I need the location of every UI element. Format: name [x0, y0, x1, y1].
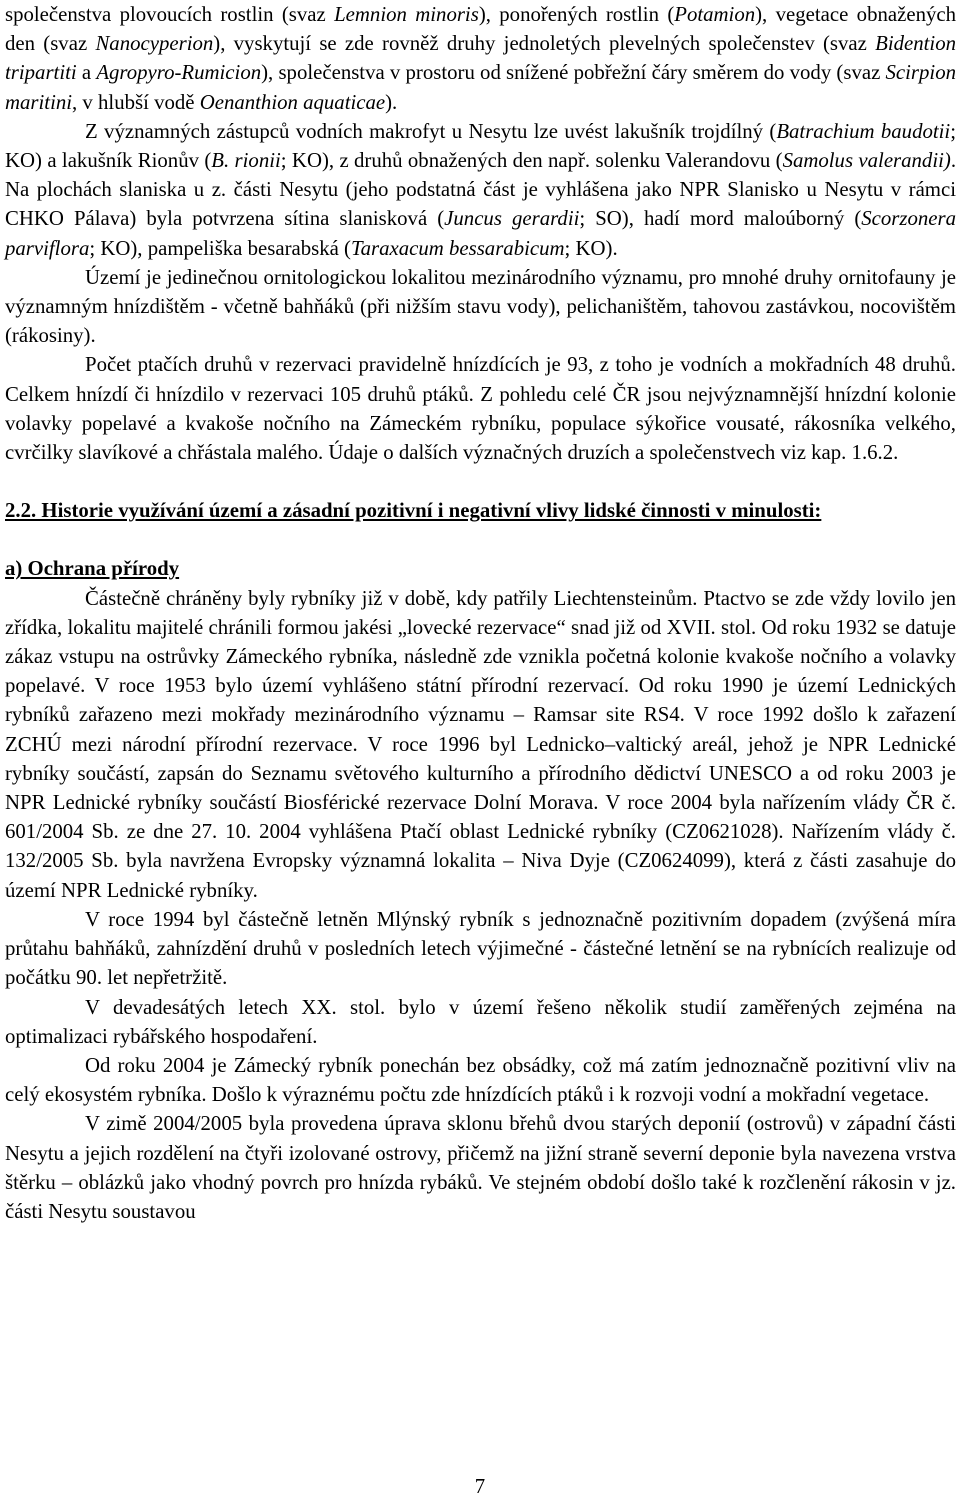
paragraph-bird-species: [5, 350, 956, 467]
italic-text-run: Juncus gerardii: [444, 207, 580, 231]
paragraph-islands: [5, 1109, 956, 1226]
text-run: a: [76, 61, 97, 85]
text-run: V zimě 2004/2005 byla provedena úprava sklonu břehů dvou starých deponií (ostrovů) v západní části Nesytu a jejich rozdělení na čtyři izolované ostrovy, přičemž na jižní straně severní deponie byla navezena vrstva štěrku – oblázků jako vhodný povrch pro hnízda rybáků. Ve stejném období došlo také k rozčlenění rákosin v jz. části Nesytu soustavou: [5, 1112, 956, 1223]
text-run: V devadesátých letech XX. stol. bylo v území řešeno několik studií zaměřených zejména na optimalizaci rybářského hospodaření.: [5, 995, 956, 1048]
text-run: Od roku 2004 je Zámecký rybník ponechán bez obsádky, což má zatím jednoznačně pozitivní vliv na celý ekosystém rybníka. Došlo k výraznému počtu zde hnízdících ptáků i k rozvoji vodní a mokřadní vegetace.: [5, 1053, 956, 1107]
paragraph-macrophytes: [5, 117, 956, 263]
subheading-text: a) Ochrana přírody: [5, 557, 180, 581]
text-run: . Na plochách slaniska u z. části Nesytu (jeho podstatná část je vyhlášena jako NPR Slanisko u Nesytu v rámci CHKO Pálava) byla potvrzena sítina slanisková (: [5, 149, 957, 231]
text-run: Počet ptačích druhů v rezervaci pravidelně hnízdících je 93, z toho je vodních a mokřadních 48 druhů. Celkem hnízdí či hnízdilo v rezervaci 105 druhů ptáků. Z pohledu celé ČR jsou nejvýznamnější hnízdní kolonie volavky popelavé a kvakoše nočního na Zámeckém rybníku, populace sýkořice vousaté, rákosníka velkého, cvrčilky slavíkové a chřástala malého. Údaje o dalších význačných druzích a společenstvech viz kap. 1.6.2.: [5, 353, 956, 465]
text-run: ; KO).: [564, 236, 618, 260]
italic-text-run: Lemnion minoris: [334, 3, 479, 26]
text-run: ; KO), pampeliška besarabská (: [89, 236, 351, 260]
italic-text-run: Scorzonera parviflora: [5, 207, 956, 260]
italic-text-run: Oenanthion aquaticae: [199, 90, 386, 114]
text-run: ), vyskytují se zde rovněž druhy jednoletých plevelných společenstev (svaz: [213, 32, 876, 56]
text-run: Částečně chráněny byly rybníky již v době, kdy patřily Liechtensteinům. Ptactvo se zde vždy lovilo jen zřídka, lokalitu majitelé chránili formou jakési „lovecké rezervace“ snad již od XVII. stol. Od roku 1932 se datuje zákaz vstupu na ostrůvky Zámeckého rybníka, následně zde vznikla početná kolonie kvakoše nočního a volavky popelavé. V roce 1953 bylo území vyhlášeno státní přírodní rezervací. Od roku 1990 je území Lednických rybníků zařazeno mezi mokřady mezinárodního významu – Ramsar site RS4. V roce 1992 došlo k zařazení ZCHÚ mezi národní přírodní rezervace. V roce 1996 byl Lednicko–valtický areál, jehož je NPR Lednické rybníky součástí, zapsán do Seznamu světového kulturního a přírodního dědictví UNESCO a od roku 2003 je NPR Lednické rybníky součástí Biosférické rezervace Dolní Morava. V roce 2004 byla nařízením vlády ČR č. 601/2004 Sb. ze dne 27. 10. 2004 vyhlášena Ptačí oblast Lednické rybníky (CZ0621028). Nařízením vlády č. 132/2005 Sb. byla navržena Evropsky významná lokalita – Niva Dyje (CZ0624099), která z části zasahuje do území NPR Lednické rybníky.: [5, 586, 956, 902]
text-run: společenstva plovoucích rostlin (svaz: [5, 3, 335, 26]
text-run: ; KO) a lakušník Rionův (: [5, 119, 956, 173]
paragraph-plant-communities: [5, 0, 956, 117]
italic-text-run: Agropyro-Rumicion: [96, 61, 262, 85]
italic-text-run: Bidention tripartiti: [5, 32, 956, 85]
italic-text-run: Batrachium baudotii: [776, 119, 951, 143]
text-run: Území je jedinečnou ornitologickou lokalitou mezinárodního významu, pro mnohé druhy ornitofauny je významným hnízdištěm - včetně bahňáků (při nižším stavu vody), pelichaništěm, tahovou zastávkou, nocovištěm (rákosiny).: [5, 265, 956, 348]
spacer: [5, 525, 956, 554]
text-run: ), společenstva v prostoru od snížené pobřežní čáry směrem do vody (svaz: [261, 61, 886, 85]
text-run: ), vegetace obnažených den (svaz: [5, 3, 956, 56]
section-heading-text: 2.2. Historie využívání území a zásadní pozitivní i negativní vlivy lidské činnosti v minulosti:: [5, 499, 822, 523]
paragraph-summer-drainage: [5, 905, 956, 993]
text-run: V roce 1994 byl částečně letněn Mlýnský rybník s jednoznačně pozitivním dopadem (zvýšená míra průtahu bahňáků, zahnízdění druhů v posledních letech výjimečné - částečné letnění se na rybnících realizuje od počátku 90. let nepřetržitě.: [5, 907, 956, 990]
paragraph-protection-history: [5, 584, 956, 905]
text-run: Z významných zástupců vodních makrofyt u Nesytu lze uvést lakušník trojdílný (: [85, 119, 777, 143]
italic-text-run: Samolus valerandii): [782, 149, 951, 173]
italic-text-run: B. rionii: [211, 149, 281, 173]
text-run: , v hlubší vodě: [72, 90, 200, 114]
paragraph-fishery-studies: [5, 993, 956, 1051]
page-number: 7: [474, 1475, 486, 1498]
italic-text-run: Scirpion maritini: [5, 61, 956, 114]
italic-text-run: Potamion: [674, 3, 756, 26]
section-heading: [5, 496, 956, 525]
subheading: [5, 554, 956, 583]
paragraph-zamecky-pond: [5, 1051, 956, 1109]
page-content: [5, 0, 956, 1226]
text-run: ; KO), z druhů obnažených den např. solenku Valerandovu (: [280, 149, 783, 173]
paragraph-ornithology: [5, 263, 956, 351]
text-run: ).: [385, 90, 398, 114]
spacer: [5, 467, 956, 496]
text-run: ; SO), hadí mord maloúborný (: [579, 207, 862, 231]
text-run: ), ponořených rostlin (: [478, 3, 675, 26]
italic-text-run: Taraxacum bessarabicum: [350, 236, 565, 260]
italic-text-run: Nanocyperion: [95, 32, 214, 56]
